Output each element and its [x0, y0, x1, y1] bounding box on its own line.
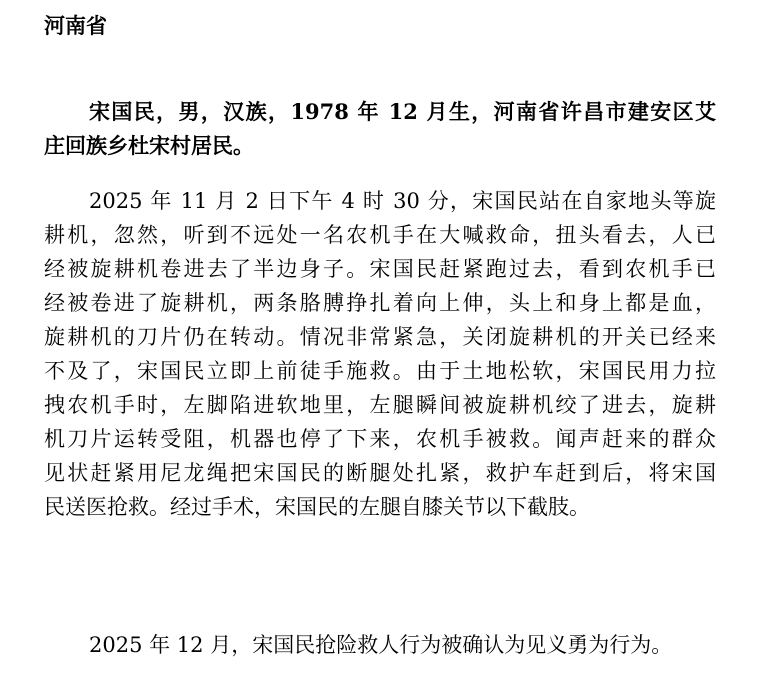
story-paragraph — [44, 184, 716, 524]
story-line: 经被卷进了旋耕机，两条胳膊挣扎着向上伸，头上和身上都是血， — [44, 291, 716, 315]
intro-paragraph — [44, 95, 716, 163]
province-heading: 河南省 — [44, 14, 107, 38]
story-line: 机刀片运转受阻，机器也停了下来，农机手被救。闻声赶来的群众 — [44, 427, 716, 451]
intro-line: 宋国民，男，汉族，1978 年 12 月生，河南省许昌市建安区艾 — [89, 99, 716, 124]
story-line: 2025 年 11 月 2 日下午 4 时 30 分，宋国民站在自家地头等旋 — [89, 189, 716, 213]
story-line: 见状赶紧用尼龙绳把宋国民的断腿处扎紧，救护车赶到后，将宋国 — [44, 461, 716, 485]
closing-paragraph — [44, 628, 716, 662]
intro-line: 庄回族乡杜宋村居民。 — [44, 133, 254, 158]
story-line: 经被旋耕机卷进去了半边身子。宋国民赶紧跑过去，看到农机手已 — [44, 257, 716, 281]
story-line: 耕机，忽然，听到不远处一名农机手在大喊救命，扭头看去，人已 — [44, 223, 716, 247]
story-line: 旋耕机的刀片仍在转动。情况非常紧急，关闭旋耕机的开关已经来 — [44, 325, 716, 349]
story-line: 不及了，宋国民立即上前徒手施救。由于土地松软，宋国民用力拉 — [44, 359, 716, 383]
story-line: 拽农机手时，左脚陷进软地里，左腿瞬间被旋耕机绞了进去，旋耕 — [44, 393, 716, 417]
closing-line: 2025 年 12 月，宋国民抢险救人行为被确认为见义勇为行为。 — [89, 633, 673, 657]
story-line: 民送医抢救。经过手术，宋国民的左腿自膝关节以下截肢。 — [44, 495, 590, 519]
